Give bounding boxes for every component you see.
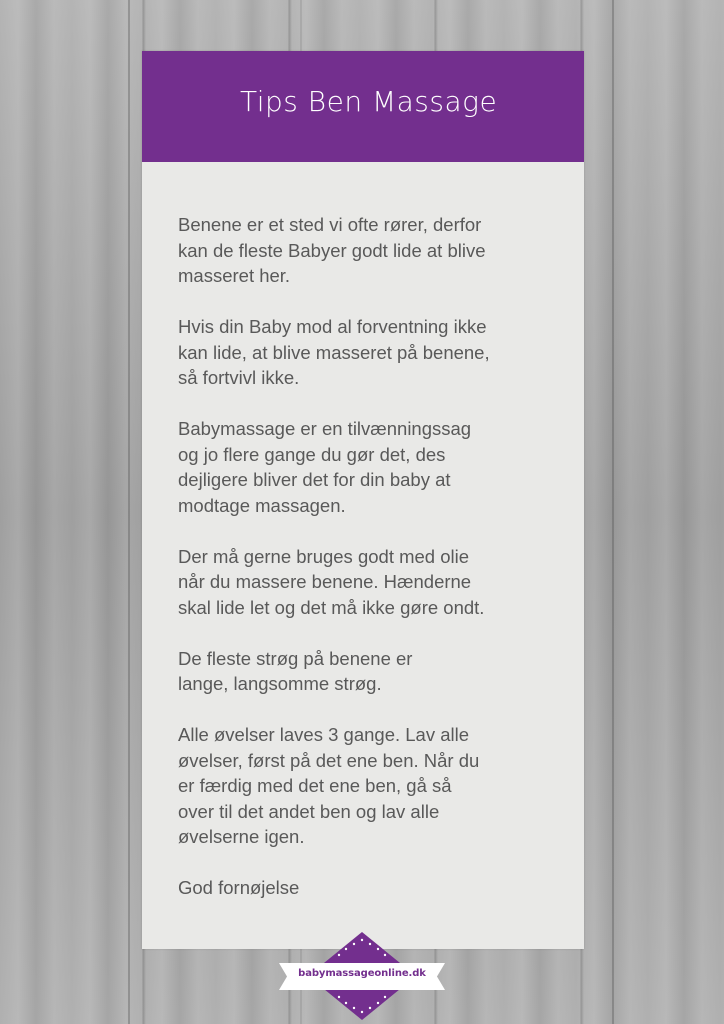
- page-title: Tips Ben Massage: [240, 85, 498, 118]
- paragraph: Hvis din Baby mod al forventning ikke kan lide, at blive masseret på benene, så fortvivl ikke.: [178, 316, 490, 388]
- card-body: [178, 212, 558, 926]
- paragraph: Benene er et sted vi ofte rører, derfor kan de fleste Babyer godt lide at blive masseret her.: [178, 214, 486, 286]
- site-logo[interactable]: [277, 930, 447, 1022]
- wood-plank-seam: [612, 0, 614, 1024]
- paragraph: De fleste strøg på benene er lange, langsomme strøg.: [178, 647, 413, 694]
- paragraph: God fornøjelse: [178, 877, 300, 898]
- paragraph: Babymassage er en tilvænningssag og jo flere gange du gør det, des dejligere bliver det for din baby at modtage massagen.: [178, 418, 472, 516]
- paragraph: Der må gerne bruges godt med olie når du massere benene. Hænderne skal lide let og det må ikke gøre ondt.: [178, 545, 485, 618]
- card-header: [142, 51, 584, 162]
- paragraph: Alle øvelser laves 3 gange. Lav alle øvelser, først på det ene ben. Når du er færdig med det ene ben, gå så over til det andet ben og lav alle øvelserne igen.: [178, 724, 480, 847]
- logo-text: babymassageonline.dk: [298, 968, 426, 979]
- tips-card: [142, 51, 584, 949]
- wood-plank-seam: [128, 0, 130, 1024]
